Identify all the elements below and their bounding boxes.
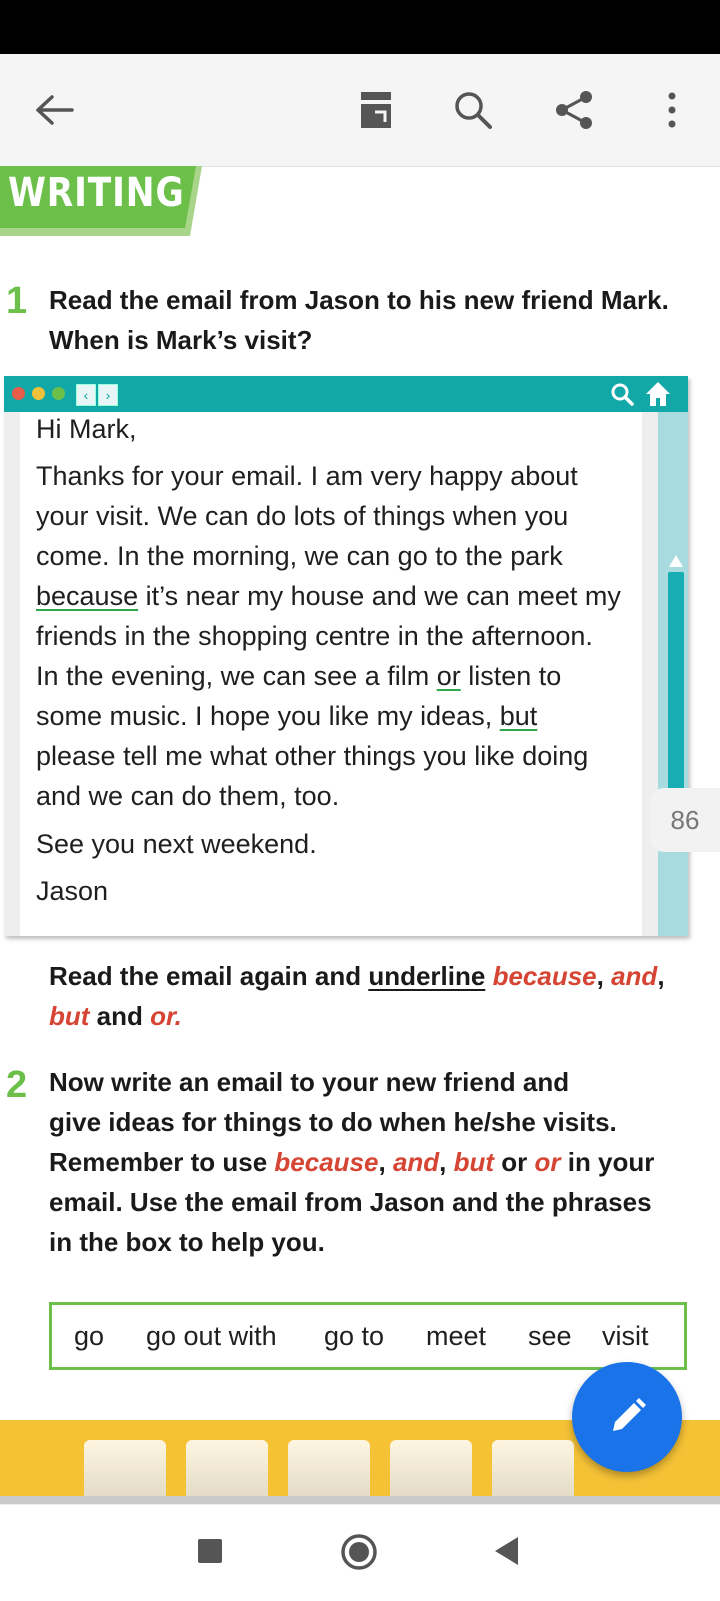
underlined-but: but (499, 701, 538, 731)
search-button[interactable] (441, 78, 505, 142)
share-button[interactable] (542, 78, 606, 142)
close-dot-icon (12, 387, 25, 400)
email-greeting: Hi Mark, (36, 414, 137, 444)
reader-mode-button[interactable] (344, 78, 408, 142)
back-arrow-icon (34, 94, 74, 126)
underlined-because: because (36, 581, 139, 611)
system-nav-bar (0, 1504, 720, 1601)
section-title: WRITING (8, 170, 185, 216)
exercise-2-line-4: email. Use the email from Jason and the phrases (49, 1187, 652, 1217)
page-number: 86 (650, 788, 720, 852)
search-icon (453, 90, 493, 130)
exercise-2-line-2: give ideas for things to do when he/she visits. (49, 1107, 617, 1137)
email-line: In the evening, we can see a film or listen to (36, 661, 562, 691)
exercise-1-line-1: Read the email from Jason to his new friend Mark. (49, 285, 669, 315)
home-circle-icon[interactable] (340, 1533, 378, 1571)
toolbar (0, 54, 720, 167)
back-button[interactable] (22, 78, 86, 142)
maximize-dot-icon (52, 387, 65, 400)
email-search-icon (610, 382, 634, 406)
email-line: and we can do them, too. (36, 781, 340, 811)
email-line: because it’s near my house and we can meet my (36, 581, 621, 611)
more-vert-icon (666, 91, 678, 129)
exercise-2-line-3: Remember to use because, and, but or or in your (49, 1147, 655, 1177)
share-icon (554, 90, 594, 130)
word-box (49, 1302, 687, 1370)
more-options-button[interactable] (640, 78, 704, 142)
email-signature: Jason (36, 876, 109, 906)
instruction-line-1: Read the email again and underline because, and, (49, 961, 665, 991)
word-go-to: go to (324, 1321, 385, 1351)
scroll-thumb (668, 572, 684, 812)
word-visit: visit (602, 1321, 649, 1351)
email-closing: See you next weekend. (36, 829, 317, 859)
exercise-2-line-1: Now write an email to your new friend and (49, 1067, 570, 1097)
email-line: come. In the morning, we can go to the park (36, 541, 563, 571)
exercise-1-number: 1 (6, 280, 28, 322)
reader-mode-icon (359, 90, 393, 130)
exercise-2-line-5: in the box to help you. (49, 1227, 325, 1257)
email-line: please tell me what other things you like doing (36, 741, 589, 771)
instruction-line-2: but and or. (49, 1001, 182, 1031)
email-scrollbar (658, 412, 688, 936)
word-see: see (528, 1321, 572, 1351)
nav-forward-icon: › (98, 384, 118, 406)
email-window-titlebar (4, 376, 688, 412)
email-line: friends in the shopping centre in the afternoon. (36, 621, 593, 651)
scroll-up-icon (668, 554, 684, 568)
edit-button[interactable] (572, 1362, 682, 1472)
email-line: your visit. We can do lots of things when you (36, 501, 569, 531)
minimize-dot-icon (32, 387, 45, 400)
status-bar (0, 0, 720, 54)
email-line: some music. I hope you like my ideas, but (36, 701, 538, 731)
email-home-icon (644, 380, 672, 408)
email-line: Thanks for your email. I am very happy about (36, 461, 578, 491)
nav-back-icon: ‹ (76, 384, 96, 406)
edit-pencil-icon (605, 1395, 649, 1439)
word-meet: meet (426, 1321, 487, 1351)
exercise-2-number: 2 (6, 1064, 28, 1106)
back-triangle-icon[interactable] (492, 1535, 522, 1567)
recents-square-icon[interactable] (196, 1537, 224, 1565)
word-go-out-with: go out with (146, 1321, 277, 1351)
word-go: go (74, 1321, 105, 1351)
underlined-or: or (436, 661, 461, 691)
exercise-1-line-2: When is Mark’s visit? (49, 325, 313, 355)
